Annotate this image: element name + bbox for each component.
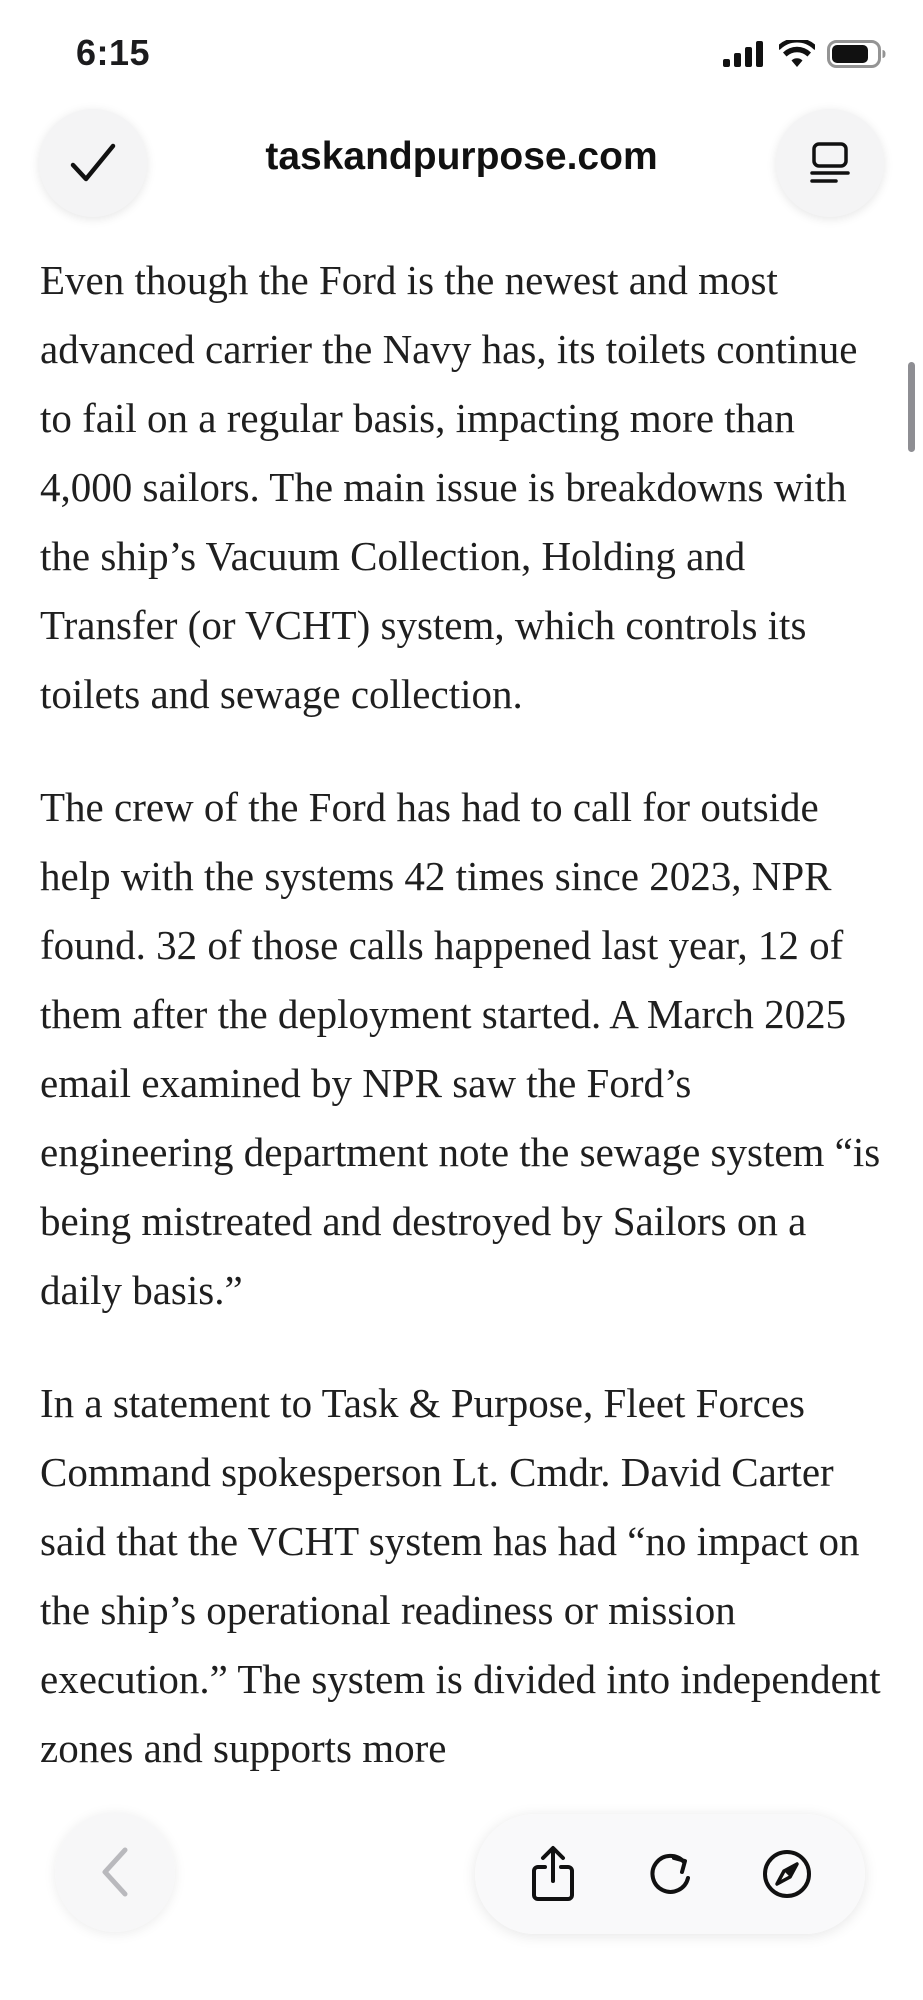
article-body <box>40 246 886 1827</box>
article-paragraph-3: In a statement to Task & Purpose, Fleet Forces Command spokesperson Lt. Cmdr. David Carter said that the VCHT system has had “no impact on the ship’s operational readiness or mission execution.” The system is divided into independent zones and supports more <box>40 1380 881 1771</box>
status-time: 6:15 <box>76 32 151 73</box>
wifi-icon <box>779 40 815 68</box>
reload-button[interactable] <box>630 1834 710 1914</box>
site-title[interactable]: taskandpurpose.com <box>265 135 658 178</box>
back-chevron-icon <box>95 1844 135 1900</box>
back-button[interactable] <box>55 1812 175 1932</box>
article-paragraph-2: The crew of the Ford has had to call for outside help with the systems 42 times since 2023, NPR found. 32 of those calls happened last year, 12 of them after the deployment started. A March 2025 email examined by NPR saw the Ford’s engineering department note the sewage system “is being mistreated and destroyed by Sailors on a daily basis.” <box>40 784 881 1313</box>
status-bar <box>0 0 923 110</box>
reader-mode-icon <box>808 141 852 185</box>
cellular-signal-icon <box>723 41 767 67</box>
share-button[interactable] <box>513 1834 593 1914</box>
compass-icon <box>760 1847 814 1901</box>
reader-mode-button[interactable] <box>776 109 884 217</box>
reload-icon <box>644 1848 696 1900</box>
share-icon <box>528 1845 578 1903</box>
scroll-indicator[interactable] <box>908 362 915 452</box>
article-paragraph-1: Even though the Ford is the newest and most advanced carrier the Navy has, its toilets continue to fail on a regular basis, impacting more than 4,000 sailors. The main issue is breakdowns with the ship’s Vacuum Collection, Holding and Transfer (or VCHT) system, which controls its toilets and sewage collection. <box>40 257 858 717</box>
compass-button[interactable] <box>747 1834 827 1914</box>
status-icons <box>723 40 887 68</box>
browser-header <box>0 105 923 220</box>
bottom-toolbar <box>475 1814 865 1934</box>
battery-icon <box>827 40 887 68</box>
